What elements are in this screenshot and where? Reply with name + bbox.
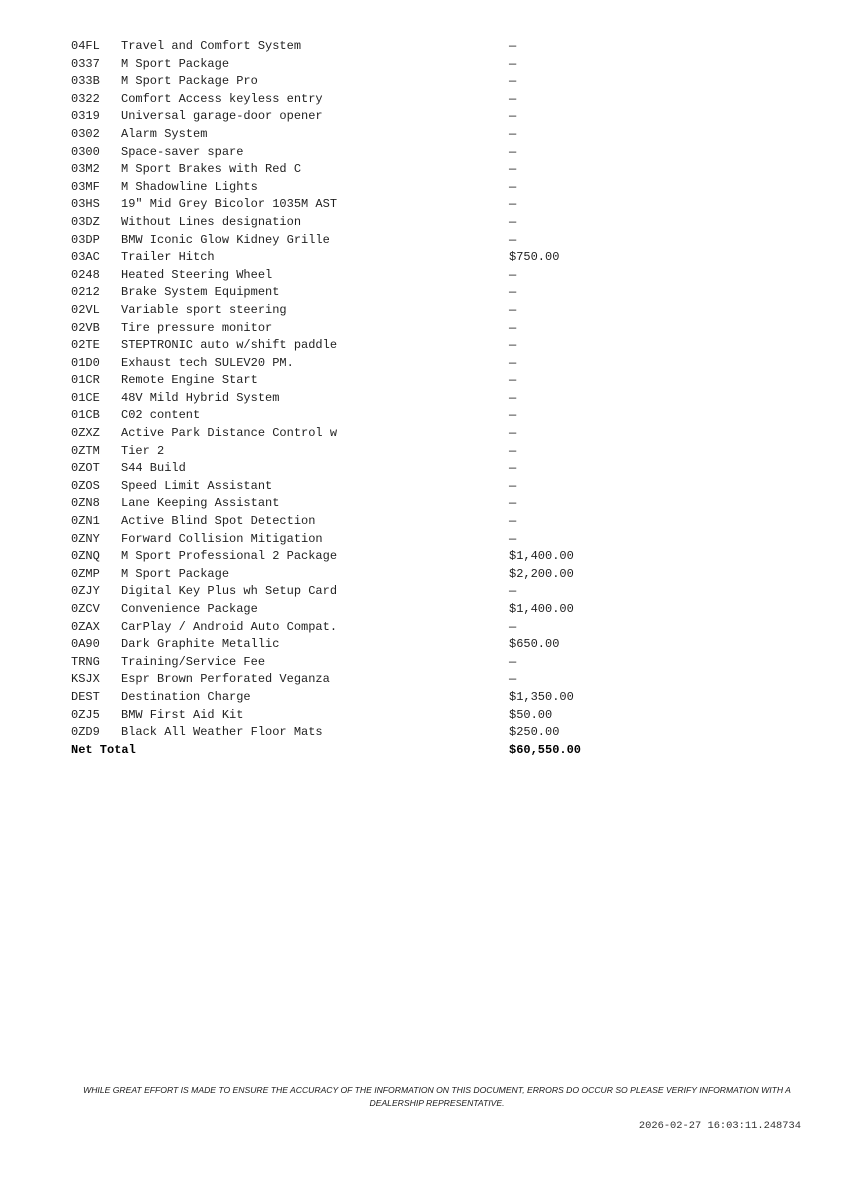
- option-row: [71, 601, 631, 619]
- option-description: Remote Engine Start: [121, 373, 258, 388]
- option-code: 01CR: [71, 373, 100, 388]
- option-description: Forward Collision Mitigation: [121, 531, 323, 546]
- option-row: [71, 654, 631, 672]
- option-row: [71, 583, 631, 601]
- option-code: 0ZN1: [71, 514, 100, 529]
- option-price: —: [509, 496, 517, 511]
- net-total-label: Net Total: [71, 742, 136, 757]
- option-description: BMW Iconic Glow Kidney Grille: [121, 232, 330, 247]
- option-price: —: [509, 91, 517, 106]
- print-timestamp: 2026-02-27 16:03:11.248734: [638, 1120, 801, 1132]
- option-price: —: [509, 478, 517, 493]
- option-description: Dark Graphite Metallic: [121, 637, 280, 652]
- option-row: [71, 707, 631, 725]
- option-price: —: [509, 514, 517, 529]
- option-row: [71, 566, 631, 584]
- option-code: 0ZAX: [71, 619, 100, 634]
- option-description: S44 Build: [121, 461, 186, 476]
- option-description: Universal garage-door opener: [121, 109, 323, 124]
- option-description: M Shadowline Lights: [121, 179, 258, 194]
- option-price: —: [509, 408, 517, 423]
- option-row: [71, 91, 631, 109]
- option-price: $2,200.00: [509, 566, 574, 581]
- option-code: 02TE: [71, 338, 100, 353]
- option-row: [71, 355, 631, 373]
- option-description: Variable sport steering: [121, 302, 287, 317]
- option-price: —: [509, 126, 517, 141]
- option-code: 02VB: [71, 320, 100, 335]
- option-price: $1,350.00: [509, 689, 574, 704]
- option-price: $750.00: [509, 250, 560, 265]
- option-code: 033B: [71, 74, 100, 89]
- option-row: [71, 636, 631, 654]
- option-description: Speed Limit Assistant: [121, 478, 273, 493]
- option-code: 0300: [71, 144, 100, 159]
- option-row: [71, 478, 631, 496]
- option-row: [71, 302, 631, 320]
- option-price: —: [509, 461, 517, 476]
- option-row: [71, 196, 631, 214]
- option-row: [71, 284, 631, 302]
- disclaimer-text: WHILE GREAT EFFORT IS MADE TO ENSURE THE ACCURACY OF THE INFORMATION ON THIS DOCUMENT, ERRORS DO OCCUR SO PLEASE VERIFY INFORMATION WITH A DEALERSHIP REPRESENTATIVE.: [83, 1085, 791, 1108]
- option-description: Brake System Equipment: [121, 285, 280, 300]
- option-code: 0248: [71, 267, 100, 282]
- option-description: Training/Service Fee: [121, 654, 266, 669]
- option-code: DEST: [71, 689, 100, 704]
- option-row: [71, 56, 631, 74]
- option-description: Heated Steering Wheel: [121, 267, 273, 282]
- option-description: M Sport Package Pro: [121, 74, 258, 89]
- option-price: —: [509, 232, 517, 247]
- option-row: [71, 689, 631, 707]
- option-description: Active Blind Spot Detection: [121, 514, 316, 529]
- option-row: [71, 126, 631, 144]
- option-description: 48V Mild Hybrid System: [121, 390, 280, 405]
- option-description: 19" Mid Grey Bicolor 1035M AST: [121, 197, 338, 212]
- option-description: Tire pressure monitor: [121, 320, 273, 335]
- option-price: $650.00: [509, 637, 560, 652]
- option-price: —: [509, 320, 517, 335]
- option-code: 0212: [71, 285, 100, 300]
- option-price: —: [509, 338, 517, 353]
- option-price: —: [509, 39, 517, 53]
- option-row: [71, 214, 631, 232]
- option-code: KSJX: [71, 672, 100, 687]
- option-code: 0ZXZ: [71, 426, 100, 441]
- option-description: Trailer Hitch: [121, 250, 215, 265]
- option-row: [71, 73, 631, 91]
- option-code: 0ZOT: [71, 461, 100, 476]
- option-description: Espr Brown Perforated Veganza: [121, 672, 330, 687]
- option-row: [71, 513, 631, 531]
- option-description: Black All Weather Floor Mats: [121, 725, 323, 740]
- option-row: [71, 161, 631, 179]
- option-price: —: [509, 672, 517, 687]
- option-code: 03AC: [71, 250, 100, 265]
- option-row: [71, 144, 631, 162]
- option-row: [71, 495, 631, 513]
- option-price: —: [509, 302, 517, 317]
- option-price: —: [509, 531, 517, 546]
- option-row: [71, 337, 631, 355]
- option-description: BMW First Aid Kit: [121, 707, 244, 722]
- option-row: [71, 320, 631, 338]
- option-row: [71, 232, 631, 250]
- option-code: 03DZ: [71, 214, 100, 229]
- option-code: 0ZD9: [71, 725, 100, 740]
- option-code: TRNG: [71, 654, 100, 669]
- option-code: 0ZNQ: [71, 549, 100, 564]
- option-description: M Sport Package: [121, 566, 230, 581]
- option-row: [71, 407, 631, 425]
- option-price: —: [509, 584, 517, 599]
- option-row: [71, 425, 631, 443]
- option-description: C02 content: [121, 408, 201, 423]
- option-price: —: [509, 179, 517, 194]
- option-price: $1,400.00: [509, 602, 574, 616]
- option-row: [71, 443, 631, 461]
- option-code: 01CB: [71, 408, 100, 423]
- option-description: CarPlay / Android Auto Compat.: [121, 619, 338, 634]
- option-price: —: [509, 197, 517, 212]
- option-row: [71, 671, 631, 689]
- option-code: 0322: [71, 91, 100, 106]
- option-code: 03MF: [71, 179, 100, 194]
- option-row: [71, 531, 631, 549]
- option-code: 03M2: [71, 162, 100, 177]
- option-code: 02VL: [71, 302, 100, 317]
- option-row: [71, 548, 631, 566]
- options-table: [71, 38, 631, 759]
- option-description: Digital Key Plus wh Setup Card: [121, 584, 338, 599]
- option-price: —: [509, 74, 517, 89]
- option-description: M Sport Brakes with Red C: [121, 162, 302, 177]
- option-description: M Sport Professional 2 Package: [121, 549, 338, 564]
- option-code: 0ZJ5: [71, 707, 100, 722]
- option-description: Convenience Package: [121, 602, 258, 616]
- option-row: [71, 372, 631, 390]
- option-description: Without Lines designation: [121, 214, 302, 229]
- option-price: —: [509, 144, 517, 159]
- option-row: [71, 390, 631, 408]
- option-description: Exhaust tech SULEV20 PM.: [121, 355, 294, 370]
- option-code: 0ZMP: [71, 566, 100, 581]
- option-price: —: [509, 355, 517, 370]
- option-row: [71, 267, 631, 285]
- option-code: 0ZN8: [71, 496, 100, 511]
- option-code: 01CE: [71, 390, 100, 405]
- option-row: [71, 108, 631, 126]
- option-code: 0ZNY: [71, 531, 100, 546]
- option-code: 0ZCV: [71, 602, 100, 616]
- option-code: 03HS: [71, 197, 100, 212]
- net-total-row: [71, 742, 631, 760]
- option-price: —: [509, 443, 517, 458]
- option-price: —: [509, 162, 517, 177]
- option-code: 01D0: [71, 355, 100, 370]
- option-description: Travel and Comfort System: [121, 39, 302, 53]
- option-price: —: [509, 619, 517, 634]
- option-code: 04FL: [71, 39, 100, 53]
- option-price: —: [509, 285, 517, 300]
- option-price: —: [509, 373, 517, 388]
- option-code: 03DP: [71, 232, 100, 247]
- option-description: Comfort Access keyless entry: [121, 91, 323, 106]
- option-price: $250.00: [509, 725, 560, 740]
- option-code: 0337: [71, 56, 100, 71]
- option-code: 0302: [71, 126, 100, 141]
- option-code: 0ZJY: [71, 584, 100, 599]
- option-description: Destination Charge: [121, 689, 251, 704]
- option-price: —: [509, 654, 517, 669]
- option-row: [71, 179, 631, 197]
- option-code: 0A90: [71, 637, 100, 652]
- option-price: —: [509, 56, 517, 71]
- option-price: —: [509, 390, 517, 405]
- option-row: [71, 619, 631, 637]
- option-price: —: [509, 214, 517, 229]
- option-row: [71, 249, 631, 267]
- option-description: STEPTRONIC auto w/shift paddle: [121, 338, 338, 353]
- option-price: —: [509, 267, 517, 282]
- option-code: 0ZTM: [71, 443, 100, 458]
- option-description: M Sport Package: [121, 56, 230, 71]
- option-price: $1,400.00: [509, 549, 574, 564]
- option-row: [71, 460, 631, 478]
- option-description: Alarm System: [121, 126, 208, 141]
- option-price: —: [509, 109, 517, 124]
- option-price: —: [509, 426, 517, 441]
- option-description: Active Park Distance Control w: [121, 426, 338, 441]
- option-code: 0319: [71, 109, 100, 124]
- option-code: 0ZOS: [71, 478, 100, 493]
- option-description: Tier 2: [121, 443, 165, 458]
- option-description: Lane Keeping Assistant: [121, 496, 280, 511]
- option-description: Space-saver spare: [121, 144, 244, 159]
- option-price: $50.00: [509, 707, 553, 722]
- option-row: [71, 38, 631, 56]
- option-row: [71, 724, 631, 742]
- net-total-value: $60,550.00: [509, 742, 582, 757]
